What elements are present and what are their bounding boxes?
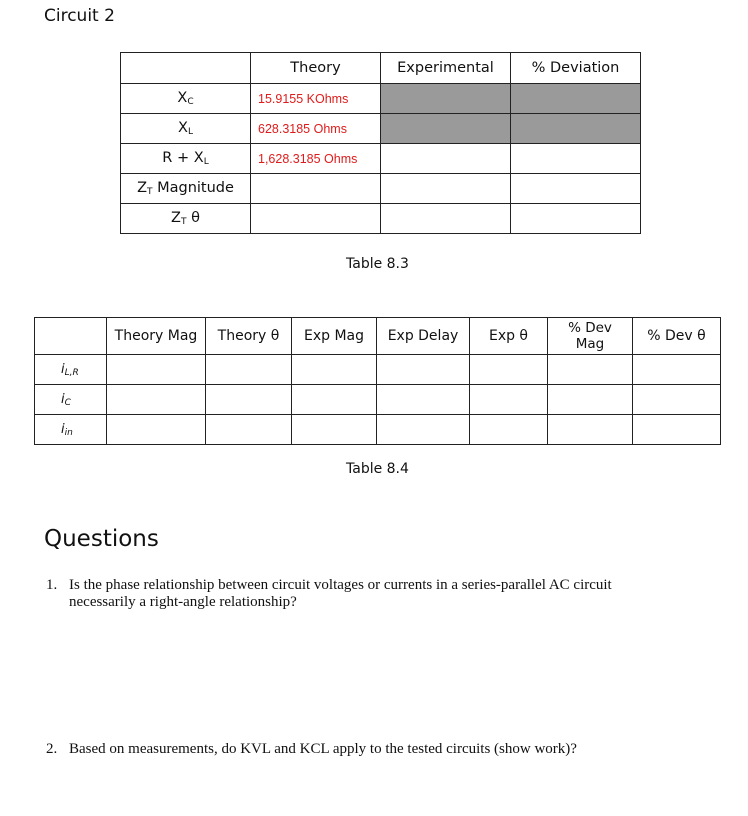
data-cell[interactable] [206,355,292,385]
theory-cell[interactable] [251,174,381,204]
table-row [121,144,641,174]
theory-cell[interactable] [251,204,381,234]
data-cell[interactable] [633,385,721,415]
data-cell[interactable] [470,415,548,445]
data-cell[interactable] [206,385,292,415]
deviation-cell-shaded [511,84,641,114]
row-label-r-plus-xl: $R + X_L$ [121,144,251,174]
table-8-3 [120,52,641,234]
data-cell[interactable] [548,415,633,445]
header-experimental: Experimental [381,53,511,84]
table-caption-8-3: Table 8.3 [346,256,409,272]
header-cell-empty [121,53,251,84]
header-dev-theta: % Dev θ [633,318,721,355]
deviation-cell[interactable] [511,174,641,204]
question-number: 1. [46,577,58,593]
table-row [121,114,641,144]
header-exp-theta: Exp θ [470,318,548,355]
row-label-ilr: $i_{L,R}$ [35,355,107,385]
data-cell[interactable] [377,385,470,415]
data-cell[interactable] [470,385,548,415]
experimental-cell[interactable] [381,204,511,234]
header-theory-theta: Theory θ [206,318,292,355]
data-cell[interactable] [633,355,721,385]
table-header-row [121,53,641,84]
question-number: 2. [46,741,58,757]
section-title: Circuit 2 [44,6,115,26]
experimental-cell[interactable] [381,144,511,174]
data-cell[interactable] [292,355,377,385]
row-label-xl: $X_L$ [121,114,251,144]
table-row [35,415,721,445]
data-cell[interactable] [377,415,470,445]
data-cell[interactable] [548,355,633,385]
question-text: Is the phase relationship between circuit voltages or currents in a series-parallel AC circuit necessarily a right-angle relationship? [69,577,612,610]
theory-cell: 628.3185 Ohms [251,114,381,144]
question-text: Based on measurements, do KVL and KCL apply to the tested circuits (show work)? [69,741,577,757]
row-label-xc: $X_C$ [121,84,251,114]
data-cell[interactable] [107,385,206,415]
header-exp-delay: Exp Delay [377,318,470,355]
table-8-4 [34,317,721,445]
table-row [121,204,641,234]
data-cell[interactable] [107,415,206,445]
row-label-zt-theta: $Z_T$ θ [121,204,251,234]
theory-cell: 1,628.3185 Ohms [251,144,381,174]
data-cell[interactable] [292,415,377,445]
table-caption-8-4: Table 8.4 [346,461,409,477]
header-dev-mag: % Dev Mag [548,318,633,355]
header-theory-mag: Theory Mag [107,318,206,355]
data-cell[interactable] [377,355,470,385]
row-label-zt-magnitude: $Z_T$ Magnitude [121,174,251,204]
deviation-cell[interactable] [511,204,641,234]
data-cell[interactable] [292,385,377,415]
table-row [35,355,721,385]
experimental-cell[interactable] [381,174,511,204]
header-deviation: % Deviation [511,53,641,84]
data-cell[interactable] [470,355,548,385]
header-exp-mag: Exp Mag [292,318,377,355]
header-theory: Theory [251,53,381,84]
experimental-cell-shaded [381,84,511,114]
header-cell-empty [35,318,107,355]
table-row [121,84,641,114]
data-cell[interactable] [548,385,633,415]
question-item [46,577,666,617]
deviation-cell[interactable] [511,144,641,174]
data-cell[interactable] [107,355,206,385]
question-item [46,741,666,761]
questions-heading: Questions [44,526,159,552]
deviation-cell-shaded [511,114,641,144]
data-cell[interactable] [206,415,292,445]
table-header-row [35,318,721,355]
table-row [35,385,721,415]
experimental-cell-shaded [381,114,511,144]
table-row [121,174,641,204]
theory-cell: 15.9155 KOhms [251,84,381,114]
row-label-iin: $i_{in}$ [35,415,107,445]
data-cell[interactable] [633,415,721,445]
row-label-ic: $i_C$ [35,385,107,415]
